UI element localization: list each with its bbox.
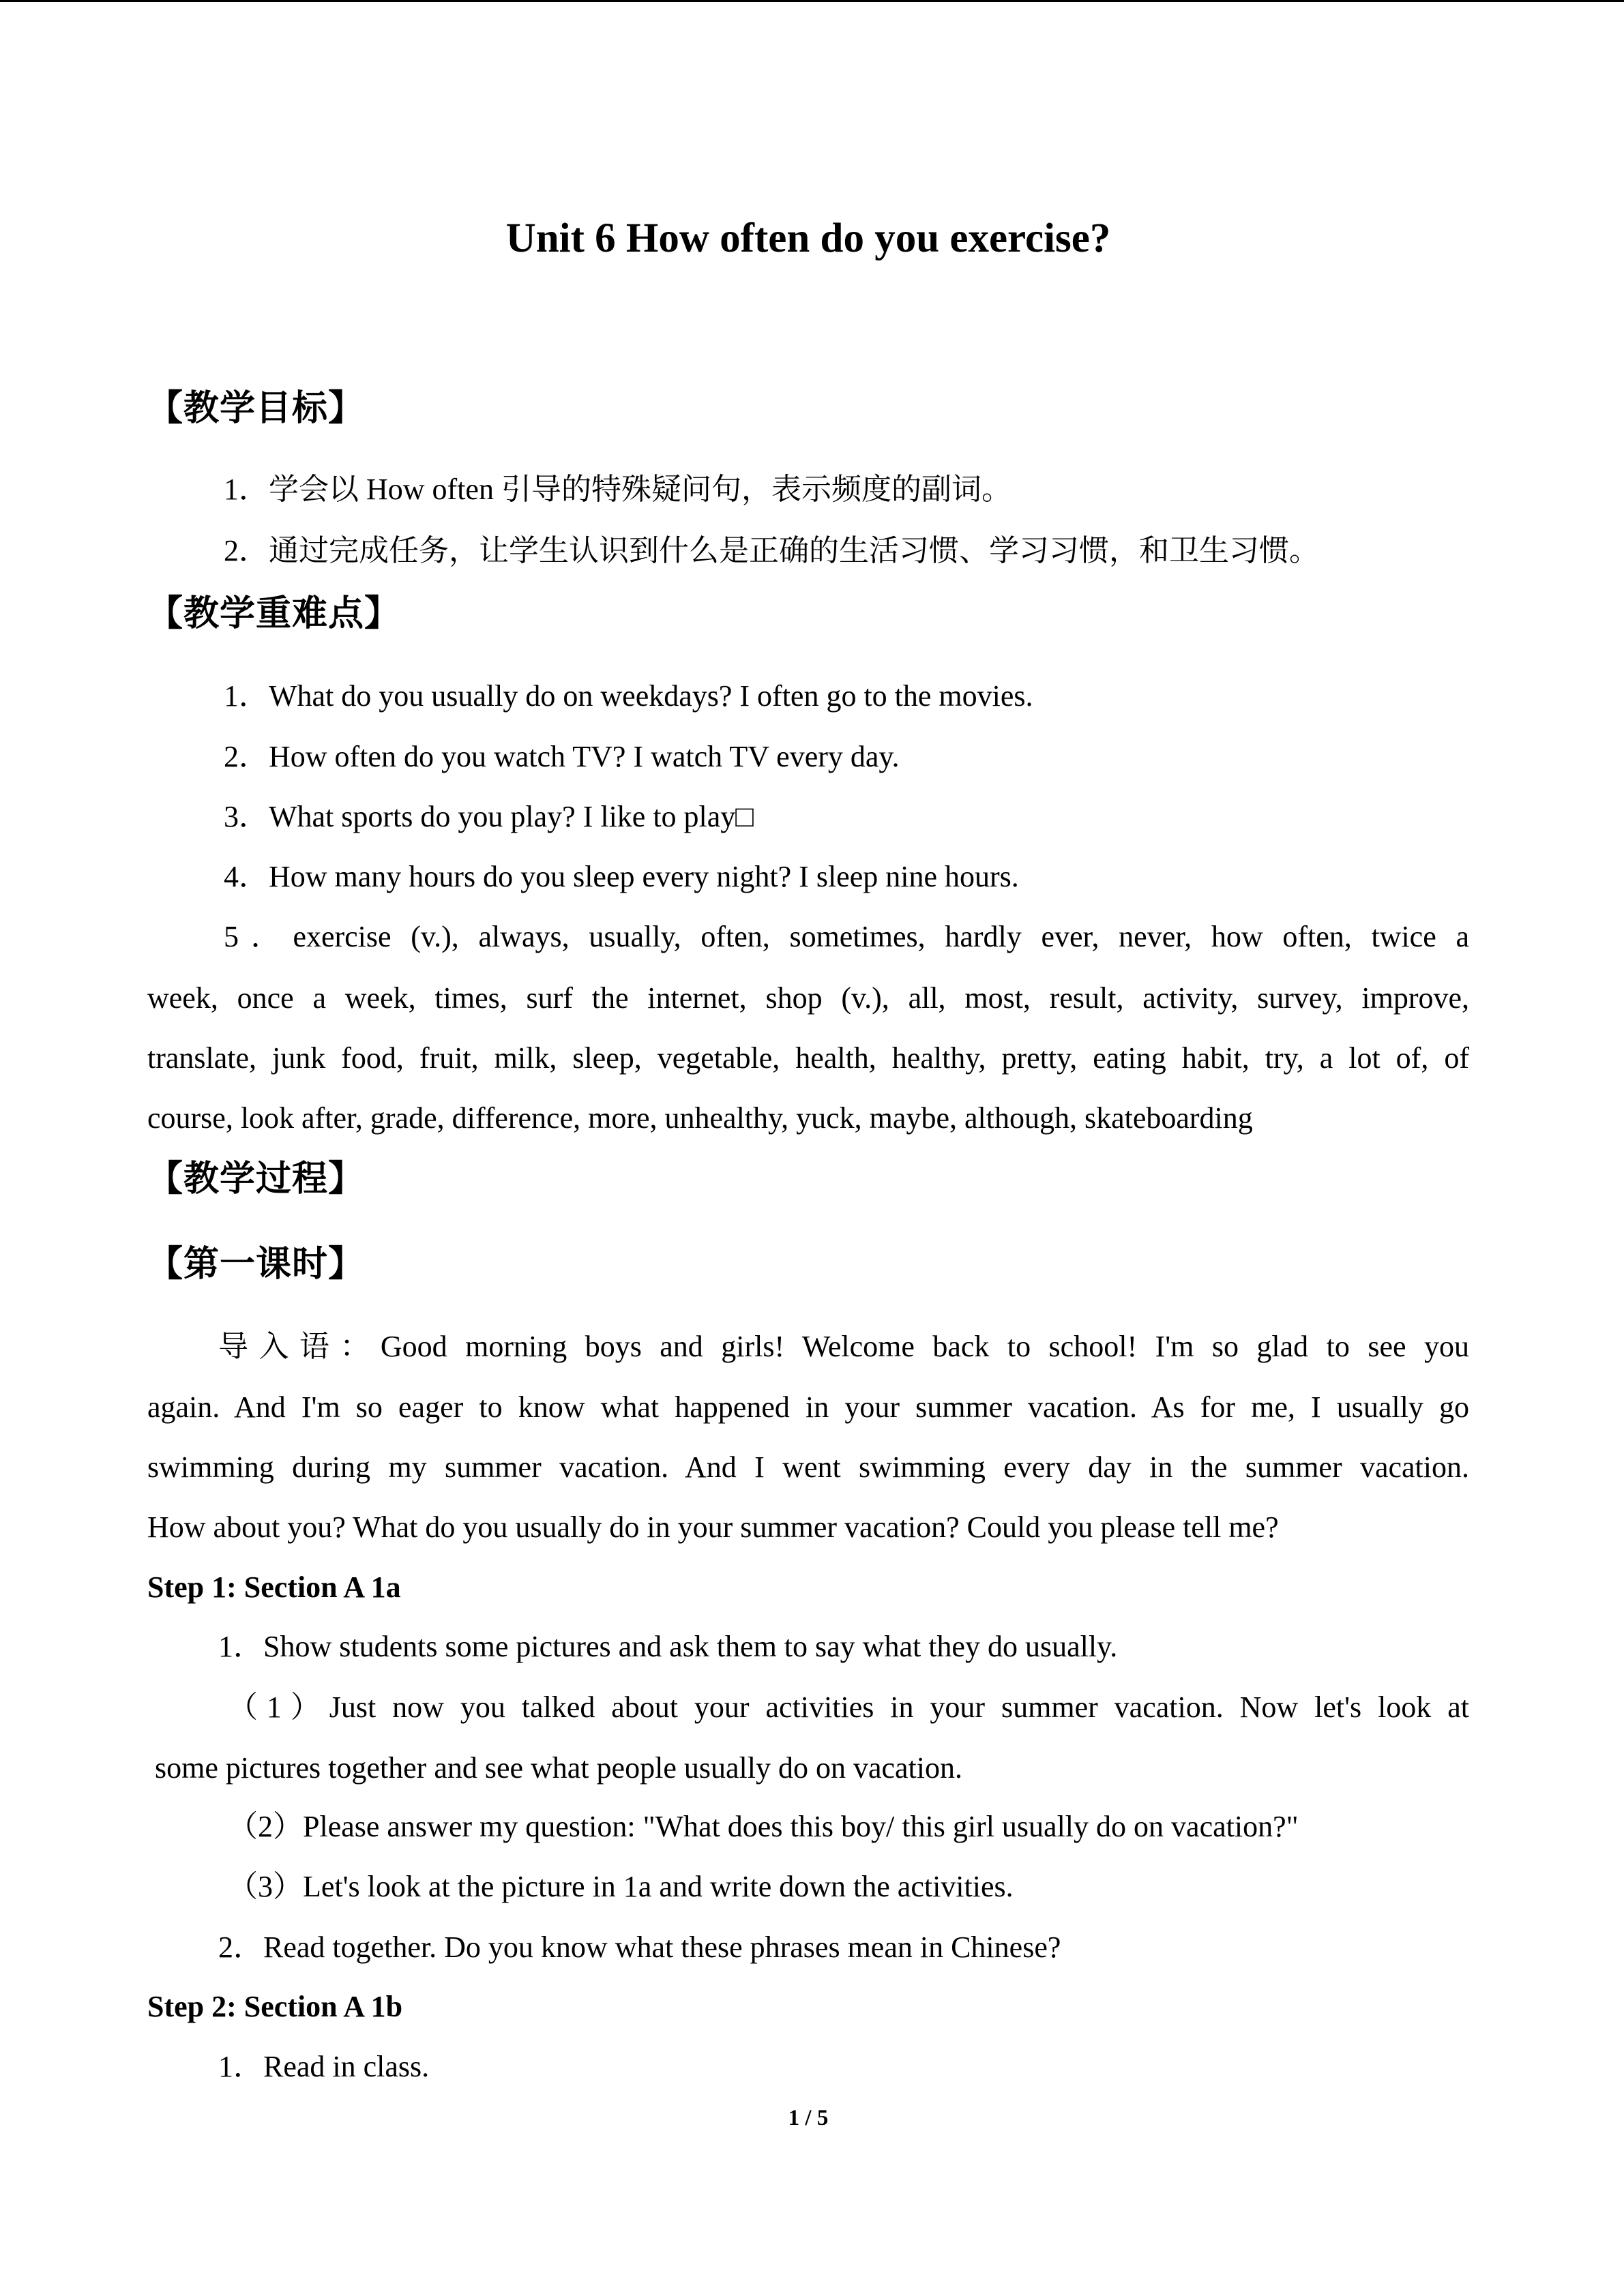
step-1-sub-3: （3）Let's look at the picture in 1a and write down the activities. xyxy=(228,1870,1014,1903)
key-points-heading: 【教学重难点】 xyxy=(147,595,401,633)
objectives-heading: 【教学目标】 xyxy=(147,389,365,428)
step-1-sub-1-line-2: some pictures together and see what people usually do on vacation. xyxy=(147,1751,962,1785)
intro-line-2: again. And I'm so eager to know what happened in your summer vacation. As for me, I usually go xyxy=(147,1390,1469,1424)
step-1-item-1: 1．Show students some pictures and ask them to say what they do usually. xyxy=(218,1630,1118,1663)
intro-line-4: How about you? What do you usually do in your summer vacation? Could you please tell me? xyxy=(147,1510,1279,1544)
step-1-sub-2: （2）Please answer my question: "What does this boy/ this girl usually do on vacation?" xyxy=(228,1810,1299,1843)
step-2-item-1: 1．Read in class. xyxy=(218,2050,430,2083)
step-2-title: Step 2: Section A 1b xyxy=(147,1990,403,2023)
key-point-item-1: 1．What do you usually do on weekdays? I often go to the movies. xyxy=(224,679,1033,713)
vocab-line-1: 5．exercise (v.), always, usually, often, sometimes, hardly ever, never, how often, twice a xyxy=(224,920,1469,953)
intro-line-3: swimming during my summer vacation. And I went swimming every day in the summer vacation. xyxy=(147,1450,1469,1484)
document-title: Unit 6 How often do you exercise? xyxy=(505,215,1111,261)
intro-line-1: 导入语：Good morning boys and girls! Welcome back to school! I'm so glad to see you xyxy=(218,1330,1469,1363)
lesson-one-heading: 【第一课时】 xyxy=(147,1245,365,1284)
vocab-line-4: course, look after, grade, difference, more, unhealthy, yuck, maybe, although, skateboarding xyxy=(147,1101,1253,1135)
key-point-item-3: 3．What sports do you play? I like to play□ xyxy=(224,800,754,833)
vocab-line-3: translate, junk food, fruit, milk, sleep, vegetable, health, healthy, pretty, eating habit, try, a lot of, of xyxy=(147,1041,1469,1075)
document-page xyxy=(147,0,1469,2296)
vocab-line-2: week, once a week, times, surf the internet, shop (v.), all, most, result, activity, survey, improve, xyxy=(147,981,1469,1015)
key-point-item-2: 2．How often do you watch TV? I watch TV every day. xyxy=(224,740,900,773)
objective-item-2: 2．通过完成任务，让学生认识到什么是正确的生活习惯、学习习惯，和卫生习惯。 xyxy=(224,534,1319,567)
step-1-sub-1-line-1: （1）Just now you talked about your activities in your summer vacation. Now let's look at xyxy=(228,1690,1469,1724)
page-number: 1 / 5 xyxy=(788,2106,829,2130)
key-point-item-4: 4．How many hours do you sleep every night? I sleep nine hours. xyxy=(224,860,1019,893)
process-heading: 【教学过程】 xyxy=(147,1160,365,1199)
step-1-title: Step 1: Section A 1a xyxy=(147,1570,401,1604)
objective-item-1: 1．学会以 How often 引导的特殊疑问句，表示频度的副词。 xyxy=(224,473,1012,506)
step-1-item-2: 2．Read together. Do you know what these phrases mean in Chinese? xyxy=(218,1930,1061,1964)
